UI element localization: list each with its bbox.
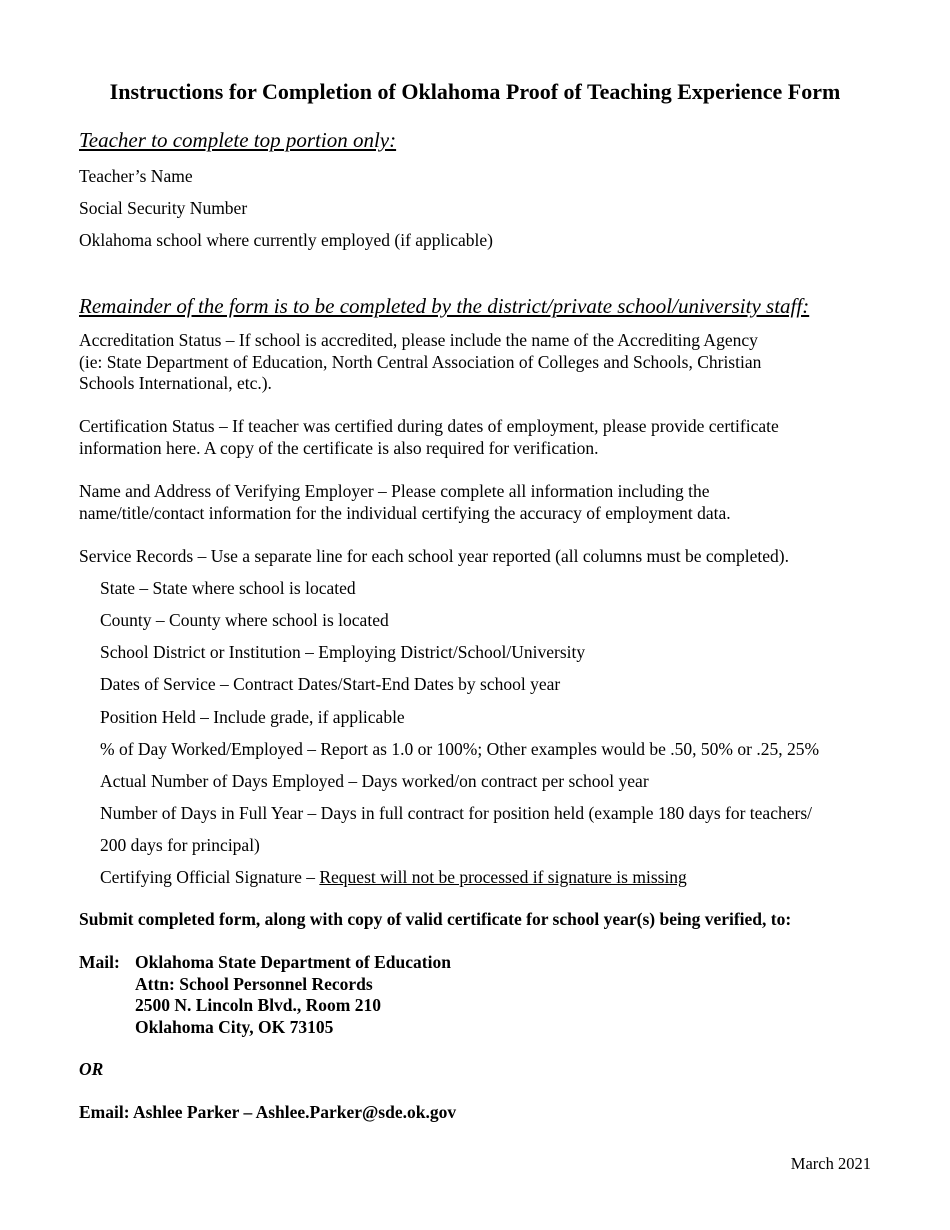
or-separator: OR <box>79 1059 104 1079</box>
service-item-county: County – County where school is located <box>100 610 389 630</box>
teacher-item-school: Oklahoma school where currently employed (if applicable) <box>79 230 494 250</box>
address-line: Attn: School Personnel Records <box>135 973 373 994</box>
mail-address <box>135 952 451 1038</box>
teacher-section-heading: Teacher to complete top portion only: <box>79 128 397 152</box>
accreditation-line: Accreditation Status – If school is accredited, please include the name of the Accrediting Agency <box>79 330 758 350</box>
teacher-item-name: Teacher’s Name <box>79 166 193 186</box>
accreditation-line: (ie: State Department of Education, North Central Association of Colleges and Schools, Christian <box>79 351 762 372</box>
accreditation-paragraph <box>79 330 849 395</box>
service-item-percent: % of Day Worked/Employed – Report as 1.0 or 100%; Other examples would be .50, 50% or .25, 25% <box>100 739 820 759</box>
employer-line: Name and Address of Verifying Employer – Please complete all information including the <box>79 481 710 501</box>
service-item-district: School District or Institution – Employing District/School/University <box>100 642 586 662</box>
service-item-actual-days: Actual Number of Days Employed – Days worked/on contract per school year <box>100 771 649 791</box>
employer-line: name/title/contact information for the individual certifying the accuracy of employment data. <box>79 502 731 523</box>
service-item-position: Position Held – Include grade, if applicable <box>100 707 405 727</box>
accreditation-line: Schools International, etc.). <box>79 373 272 393</box>
page-title: Instructions for Completion of Oklahoma Proof of Teaching Experience Form <box>109 79 841 104</box>
teacher-item-ssn: Social Security Number <box>79 198 248 218</box>
district-section-heading: Remainder of the form is to be completed by the district/private school/university staff: <box>79 294 810 318</box>
employer-paragraph <box>79 481 849 524</box>
service-item-full-year-cont: 200 days for principal) <box>100 835 260 855</box>
service-records-intro: Service Records – Use a separate line for each school year reported (all columns must be completed). <box>79 546 789 566</box>
service-item-state: State – State where school is located <box>100 578 356 598</box>
signature-warning: Request will not be processed if signature is missing <box>319 867 687 887</box>
certification-paragraph <box>79 416 849 459</box>
service-item-dates: Dates of Service – Contract Dates/Start-End Dates by school year <box>100 674 561 694</box>
address-line: Oklahoma State Department of Education <box>135 952 451 972</box>
address-line: 2500 N. Lincoln Blvd., Room 210 <box>135 995 381 1015</box>
signature-label: Certifying Official Signature – <box>100 867 320 887</box>
certification-line: Certification Status – If teacher was certified during dates of employment, please provide certificate <box>79 416 779 436</box>
submit-heading: Submit completed form, along with copy of valid certificate for school year(s) being verified, to: <box>79 909 792 929</box>
mail-label: Mail: <box>79 952 120 972</box>
certification-line: information here. A copy of the certificate is also required for verification. <box>79 437 599 458</box>
address-line: Oklahoma City, OK 73105 <box>135 1016 334 1037</box>
service-item-signature <box>100 866 687 888</box>
footer-date: March 2021 <box>790 1154 871 1173</box>
email-contact: Email: Ashlee Parker – Ashlee.Parker@sde.ok.gov <box>79 1102 457 1122</box>
service-item-full-year: Number of Days in Full Year – Days in full contract for position held (example 180 days for teachers/ <box>100 803 812 823</box>
